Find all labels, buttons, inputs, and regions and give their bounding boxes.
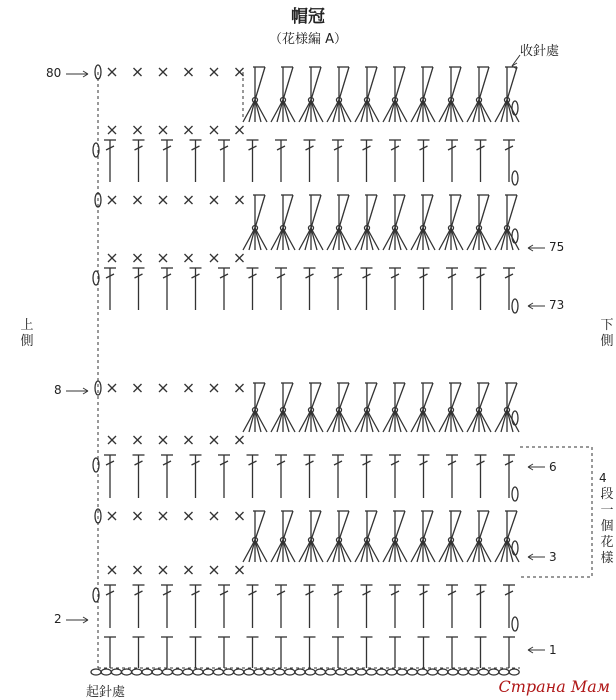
fan-stitch-symbol [395,540,401,562]
foundation-chain-symbol [275,669,285,675]
fan-stitch-symbol [305,100,311,122]
fan-stitch-symbol [367,195,377,228]
fan-stitch-symbol [283,540,289,562]
fan-stitch-symbol [339,228,351,250]
fan-stitch-symbol [395,228,401,250]
fan-stitch-symbol [473,540,479,562]
fan-stitch-symbol [473,100,479,122]
fan-stitch-symbol [255,100,261,122]
fan-stitch-symbol [383,540,395,562]
fan-stitch-symbol [507,67,517,100]
foundation-chain-symbol [132,669,142,675]
fan-stitch-symbol [305,540,311,562]
fan-stitch-symbol [311,67,321,100]
fan-stitch-symbol [249,100,255,122]
fan-stitch-symbol [389,410,395,432]
fan-stitch-symbol [395,195,405,228]
fan-stitch-symbol [467,100,479,122]
fan-stitch-symbol [333,410,339,432]
fan-stitch-symbol [255,67,265,100]
fan-stitch-symbol [479,228,485,250]
foundation-chain-symbol [397,669,407,675]
fan-stitch-symbol [299,410,311,432]
foundation-chain-symbol [356,669,366,675]
foundation-chain-symbol [101,669,111,675]
fan-stitch-symbol [479,540,491,562]
foundation-chain-symbol [173,669,183,675]
fan-stitch-symbol [311,228,323,250]
fan-stitch-symbol [417,540,423,562]
fan-stitch-symbol [395,410,407,432]
fan-stitch-symbol [327,540,339,562]
fan-stitch-symbol [305,410,311,432]
foundation-chain-symbol [448,669,458,675]
foundation-chain-symbol [438,669,448,675]
row-label-80: 80 [46,66,62,80]
fan-stitch-symbol [423,410,435,432]
turning-chain-symbol [512,487,518,501]
turning-chain-symbol [512,617,518,631]
fan-stitch-symbol [395,540,407,562]
fan-stitch-symbol [283,195,293,228]
foundation-chain-symbol [417,669,427,675]
fan-stitch-symbol [367,410,373,432]
finish-arrow [512,55,520,66]
fan-stitch-symbol [255,228,267,250]
fan-stitch-symbol [451,540,457,562]
fan-stitch-symbol [445,540,451,562]
fan-stitch-symbol [361,228,367,250]
fan-stitch-symbol [243,540,255,562]
fan-stitch-symbol [423,228,435,250]
fan-stitch-symbol [339,195,349,228]
foundation-chain-symbol [468,669,478,675]
fan-stitch-symbol [495,540,507,562]
fan-stitch-symbol [271,228,283,250]
fan-stitch-symbol [395,100,401,122]
fan-stitch-symbol [249,410,255,432]
fan-stitch-symbol [277,540,283,562]
fan-stitch-symbol [501,410,507,432]
fan-stitch-symbol [479,67,489,100]
turning-chain-symbol [512,411,518,425]
fan-stitch-symbol [395,228,407,250]
left-side-label: 上側 [20,318,34,349]
foundation-chain-symbol [224,669,234,675]
fan-stitch-symbol [283,100,289,122]
fan-stitch-symbol [501,540,507,562]
fan-stitch-symbol [367,228,373,250]
foundation-chain-symbol [346,669,356,675]
fan-stitch-symbol [255,228,261,250]
chart-subtitle: （花様編 A） [268,32,348,47]
fan-stitch-symbol [395,383,405,410]
fan-stitch-symbol [467,228,479,250]
fan-stitch-symbol [339,100,351,122]
fan-stitch-symbol [451,195,461,228]
foundation-chain-symbol [162,669,172,675]
row-label-3: 3 [549,550,557,564]
fan-stitch-symbol [423,511,433,540]
fan-stitch-symbol [507,511,517,540]
fan-stitch-symbol [311,410,323,432]
fan-stitch-symbol [411,410,423,432]
fan-stitch-symbol [473,410,479,432]
fan-stitch-symbol [451,100,463,122]
fan-stitch-symbol [445,228,451,250]
foundation-chain-symbol [509,669,519,675]
fan-stitch-symbol [439,100,451,122]
fan-stitch-symbol [389,540,395,562]
fan-stitch-symbol [495,100,507,122]
fan-stitch-symbol [479,100,485,122]
right-side-label: 下側 [600,318,614,349]
fan-stitch-symbol [423,540,429,562]
fan-stitch-symbol [283,67,293,100]
fan-stitch-symbol [355,100,367,122]
fan-stitch-symbol [305,228,311,250]
fan-stitch-symbol [311,228,317,250]
fan-stitch-symbol [417,228,423,250]
fan-stitch-symbol [451,511,461,540]
fan-stitch-symbol [367,228,379,250]
foundation-chain-symbol [458,669,468,675]
fan-stitch-symbol [311,100,323,122]
fan-stitch-symbol [299,540,311,562]
fan-stitch-symbol [495,410,507,432]
fan-stitch-symbol [327,410,339,432]
fan-stitch-symbol [479,410,491,432]
fan-stitch-symbol [249,228,255,250]
fan-stitch-symbol [367,511,377,540]
foundation-chain-symbol [285,669,295,675]
fan-stitch-symbol [479,228,491,250]
fan-stitch-symbol [383,410,395,432]
turning-chain-symbol [512,171,518,185]
fan-stitch-symbol [361,100,367,122]
fan-stitch-symbol [445,100,451,122]
fan-stitch-symbol [451,410,463,432]
fan-stitch-symbol [501,228,507,250]
fan-stitch-symbol [311,195,321,228]
fan-stitch-symbol [367,410,379,432]
fan-stitch-symbol [423,67,433,100]
fan-stitch-symbol [395,410,401,432]
fan-stitch-symbol [311,540,323,562]
fan-stitch-symbol [451,383,461,410]
foundation-chain-symbol [305,669,315,675]
fan-stitch-symbol [395,511,405,540]
foundation-chain-symbol [366,669,376,675]
fan-stitch-symbol [243,100,255,122]
row-label-1: 1 [549,643,557,657]
fan-stitch-symbol [367,540,373,562]
fan-stitch-symbol [255,511,265,540]
fan-stitch-symbol [395,100,407,122]
foundation-chain-symbol [326,669,336,675]
fan-stitch-symbol [367,100,379,122]
fan-stitch-symbol [417,100,423,122]
foundation-chain-symbol [213,669,223,675]
fan-stitch-symbol [367,100,373,122]
fan-stitch-symbol [411,540,423,562]
fan-stitch-symbol [249,540,255,562]
foundation-chain-symbol [264,669,274,675]
fan-stitch-symbol [255,540,261,562]
fan-stitch-symbol [451,410,457,432]
fan-stitch-symbol [451,540,463,562]
foundation-chain-symbol [111,669,121,675]
fan-stitch-symbol [507,195,517,228]
fan-stitch-symbol [283,410,289,432]
repeat-text: 段一個花樣 [600,487,614,566]
fan-stitch-symbol [255,195,265,228]
chart-title: 帽冠 [291,7,325,27]
fan-stitch-symbol [479,410,485,432]
fan-stitch-symbol [311,100,317,122]
fan-stitch-symbol [283,228,295,250]
fan-stitch-symbol [361,410,367,432]
fan-stitch-symbol [439,540,451,562]
fan-stitch-symbol [339,540,345,562]
row-label-8: 8 [54,383,62,397]
start-label: 起針處 [86,685,126,700]
fan-stitch-symbol [423,540,435,562]
foundation-chain-symbol [315,669,325,675]
fan-stitch-symbol [467,540,479,562]
fan-stitch-symbol [355,410,367,432]
foundation-chain-symbol [122,669,132,675]
fan-stitch-symbol [255,410,261,432]
row-label-73: 73 [549,298,565,312]
fan-stitch-symbol [367,383,377,410]
fan-stitch-symbol [283,228,289,250]
fan-stitch-symbol [389,228,395,250]
foundation-chain-symbol [234,669,244,675]
fan-stitch-symbol [327,100,339,122]
fan-stitch-symbol [389,100,395,122]
foundation-chain-symbol [336,669,346,675]
finish-label: 收針處 [520,44,560,59]
repeat-count: 4 [599,471,607,485]
fan-stitch-symbol [423,100,435,122]
fan-stitch-symbol [339,383,349,410]
fan-stitch-symbol [283,511,293,540]
fan-stitch-symbol [411,228,423,250]
foundation-chain-symbol [407,669,417,675]
fan-stitch-symbol [243,410,255,432]
fan-stitch-symbol [255,410,267,432]
row-label-6: 6 [549,460,557,474]
fan-stitch-symbol [283,540,295,562]
row-label-2: 2 [54,612,62,626]
foundation-chain-symbol [377,669,387,675]
foundation-chain-symbol [244,669,254,675]
fan-stitch-symbol [355,540,367,562]
foundation-chain-symbol [295,669,305,675]
fan-stitch-symbol [243,228,255,250]
fan-stitch-symbol [451,228,463,250]
turning-chain-symbol [512,229,518,243]
fan-stitch-symbol [395,67,405,100]
foundation-chain-symbol [183,669,193,675]
fan-stitch-symbol [277,100,283,122]
fan-stitch-symbol [383,228,395,250]
fan-stitch-symbol [255,100,267,122]
fan-stitch-symbol [283,383,293,410]
fan-stitch-symbol [495,228,507,250]
turning-chain-symbol [512,299,518,313]
foundation-chain-symbol [254,669,264,675]
fan-stitch-symbol [473,228,479,250]
fan-stitch-symbol [311,383,321,410]
foundation-chain-symbol [142,669,152,675]
fan-stitch-symbol [283,100,295,122]
foundation-chain-symbol [387,669,397,675]
row-label-75: 75 [549,240,565,254]
fan-stitch-symbol [423,228,429,250]
turning-chain-symbol [512,541,518,555]
fan-stitch-symbol [339,67,349,100]
fan-stitch-symbol [451,228,457,250]
fan-stitch-symbol [299,100,311,122]
fan-stitch-symbol [271,100,283,122]
fan-stitch-symbol [479,511,489,540]
fan-stitch-symbol [333,228,339,250]
fan-stitch-symbol [439,228,451,250]
foundation-chain-symbol [193,669,203,675]
foundation-chain-symbol [489,669,499,675]
foundation-chain-symbol [203,669,213,675]
fan-stitch-symbol [311,410,317,432]
fan-stitch-symbol [423,383,433,410]
fan-stitch-symbol [479,383,489,410]
fan-stitch-symbol [411,100,423,122]
fan-stitch-symbol [479,195,489,228]
fan-stitch-symbol [277,410,283,432]
fan-stitch-symbol [271,410,283,432]
fan-stitch-symbol [501,100,507,122]
fan-stitch-symbol [311,540,317,562]
fan-stitch-symbol [333,100,339,122]
fan-stitch-symbol [417,410,423,432]
fan-stitch-symbol [423,100,429,122]
foundation-chain-symbol [428,669,438,675]
fan-stitch-symbol [333,540,339,562]
foundation-chain-symbol [91,669,101,675]
fan-stitch-symbol [339,511,349,540]
fan-stitch-symbol [423,195,433,228]
turning-chain-symbol [512,101,518,115]
fan-stitch-symbol [367,67,377,100]
fan-stitch-symbol [255,383,265,410]
fan-stitch-symbol [423,410,429,432]
fan-stitch-symbol [299,228,311,250]
fan-stitch-symbol [361,540,367,562]
fan-stitch-symbol [327,228,339,250]
fan-stitch-symbol [479,540,485,562]
fan-stitch-symbol [367,540,379,562]
fan-stitch-symbol [445,410,451,432]
fan-stitch-symbol [451,67,461,100]
fan-stitch-symbol [355,228,367,250]
foundation-chain-symbol [152,669,162,675]
fan-stitch-symbol [339,410,345,432]
watermark-logo: Страна Мам [498,677,610,696]
fan-stitch-symbol [283,410,295,432]
fan-stitch-symbol [339,410,351,432]
foundation-chain-symbol [479,669,489,675]
fan-stitch-symbol [439,410,451,432]
fan-stitch-symbol [255,540,267,562]
fan-stitch-symbol [311,511,321,540]
foundation-chain-symbol [499,669,509,675]
fan-stitch-symbol [339,540,351,562]
fan-stitch-symbol [277,228,283,250]
fan-stitch-symbol [339,228,345,250]
fan-stitch-symbol [339,100,345,122]
fan-stitch-symbol [467,410,479,432]
fan-stitch-symbol [383,100,395,122]
fan-stitch-symbol [479,100,491,122]
fan-stitch-symbol [451,100,457,122]
fan-stitch-symbol [507,383,517,410]
fan-stitch-symbol [271,540,283,562]
